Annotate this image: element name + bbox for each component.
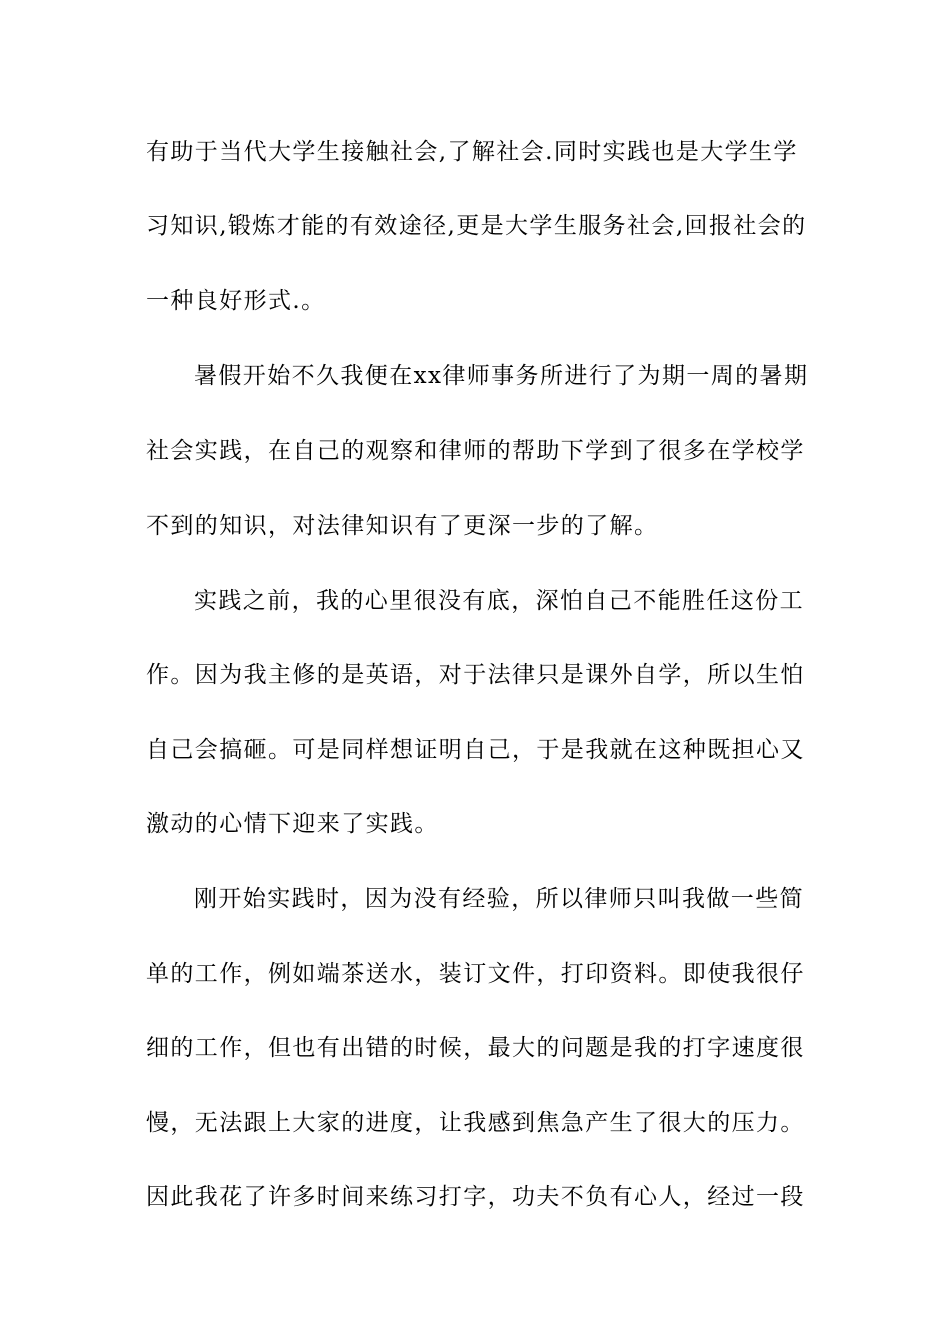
paragraph-line: 暑假开始不久我便在xx律师事务所进行了为期一周的暑期 — [194, 363, 809, 389]
paragraph-line: 因此我花了许多时间来练习打字，功夫不负有心人，经过一段 — [146, 1184, 805, 1210]
paragraph-line: 作。因为我主修的是英语，对于法律只是课外自学，所以生怕 — [146, 662, 805, 688]
paragraph-line: 细的工作，但也有出错的时候，最大的问题是我的打字速度很 — [146, 1035, 805, 1061]
paragraph-line: 自己会搞砸。可是同样想证明自己，于是我就在这种既担心又 — [146, 737, 805, 763]
paragraph-line: 实践之前，我的心里很没有底，深怕自己不能胜任这份工 — [194, 588, 804, 614]
paragraph-line: 不到的知识，对法律知识有了更深一步的了解。 — [146, 513, 659, 539]
paragraph-line: 社会实践，在自己的观察和律师的帮助下学到了很多在学校学 — [146, 438, 805, 464]
paragraph-line: 激动的心情下迎来了实践。 — [146, 811, 439, 837]
paragraph-line: 单的工作，例如端茶送水，装订文件，打印资料。即使我很仔 — [146, 961, 805, 987]
paragraph-line: 一种良好形式.。 — [146, 288, 326, 314]
paragraph-line: 习知识,锻炼才能的有效途径,更是大学生服务社会,回报社会的 — [146, 213, 807, 239]
paragraph-line: 刚开始实践时，因为没有经验，所以律师只叫我做一些简 — [194, 886, 804, 912]
paragraph-line: 有助于当代大学生接触社会,了解社会.同时实践也是大学生学 — [146, 139, 798, 165]
paragraph-line: 慢，无法跟上大家的进度，让我感到焦急产生了很大的压力。 — [146, 1110, 805, 1136]
